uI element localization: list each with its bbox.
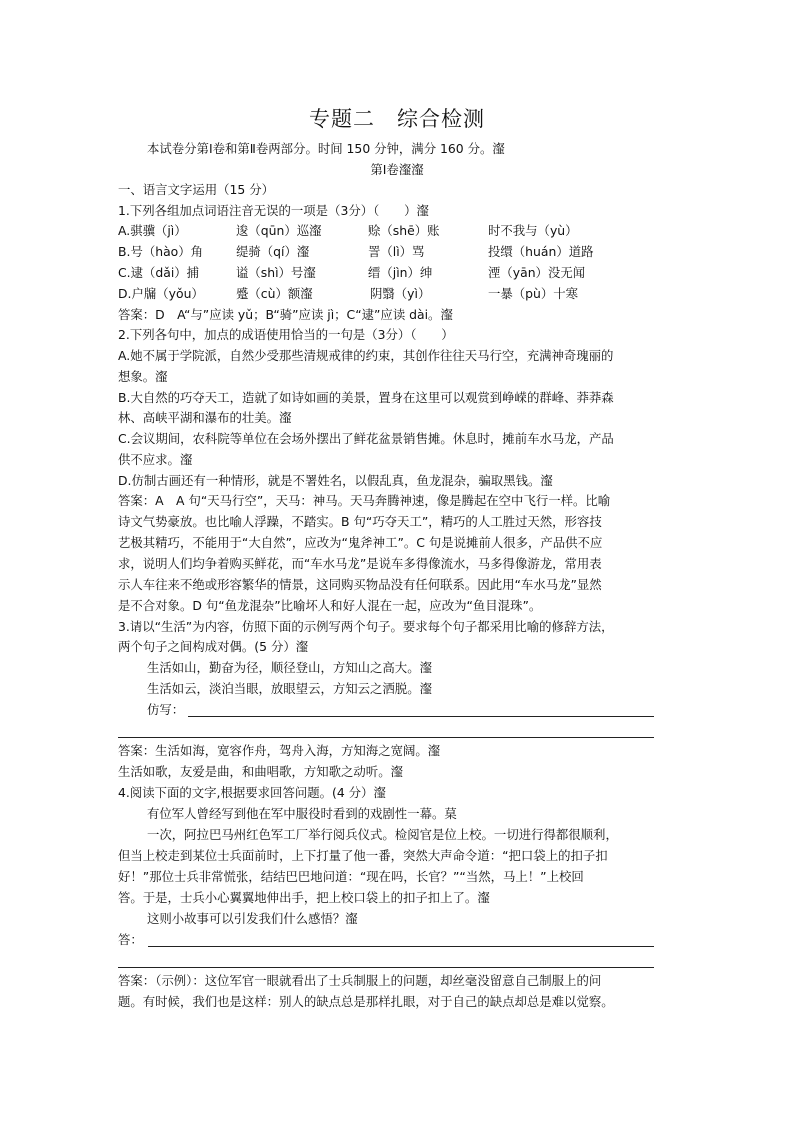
q1-option-b-4: 投缳（huán）道路 bbox=[488, 244, 594, 259]
q2-option-c: C.会议期间，农科院等单位在会场外摆出了鲜花盆景销售摊。休息时，摊前车水马龙，产品 bbox=[118, 431, 614, 446]
q2-option-a: A.她不属于学院派，自然少受那些清规戒律的约束，其创作往往天马行空，充满神奇瑰丽的 bbox=[118, 348, 614, 363]
q1-option-b-3: 詈（lì）骂 bbox=[368, 244, 425, 259]
q4-answer-2: 题。有时候，我们也是这样：别人的缺点总是那样扎眼，对于自己的缺点却总是难以觉察。 bbox=[118, 994, 614, 1009]
q1-option-d-3: 阴翳（yì） bbox=[370, 286, 431, 301]
q3-answer-2: 生活如歌，友爱是曲，和曲唱歌，方知歌之动听。瀣 bbox=[118, 764, 403, 779]
q4-passage-4: 答。于是，士兵小心翼翼地伸出手，把上校口袋上的扣子扣上了。瀣 bbox=[118, 890, 490, 905]
q1-option-b-2: 缇骑（qí）瀣 bbox=[236, 244, 310, 259]
section-heading: 一、语言文字运用（15 分） bbox=[118, 182, 275, 197]
q2-answer-3: 艺极其精巧，不能用于“大自然”，应改为“鬼斧神工”。C 句是说摊前人很多，产品供不应 bbox=[118, 535, 603, 550]
q2-answer-2: 诗文气势豪放。也比喻人浮躁，不踏实。B 句“巧夺天工”，精巧的人工胜过天然，形容技 bbox=[118, 514, 602, 529]
q1-option-d-2: 蹙（cù）额瀣 bbox=[236, 286, 313, 301]
q3-example-2: 生活如云，淡泊当眼，放眼望云，方知云之洒脱。瀣 bbox=[147, 681, 432, 696]
q1-option-a-4: 时不我与（yù） bbox=[488, 223, 578, 238]
q1-option-b-1: B.号（hào）角 bbox=[118, 244, 204, 259]
q1-option-d-1: D.户牖（yǒu） bbox=[118, 286, 204, 301]
q2-option-b: B.大自然的巧夺天工，造就了如诗如画的美景，置身在这里可以观赏到峥嵘的群峰、莽莽森 bbox=[118, 390, 614, 405]
q1-option-a-1: A.骐骥（jì） bbox=[118, 223, 187, 238]
q3-example-1: 生活如山，勤奋为径，顺径登山，方知山之高大。瀣 bbox=[147, 660, 432, 675]
q4-passage-3: 好！”那位士兵非常慌张，结结巴巴地问道：“现在吗，长官？”“当然，马上！”上校回 bbox=[118, 869, 584, 884]
q2-answer-5: 示人车往来不绝或形容繁华的情景，这同购买物品没有任何联系。因此用“车水马龙”显然 bbox=[118, 577, 602, 592]
q1-option-c-2: 谥（shì）号瀣 bbox=[236, 265, 316, 280]
q4-answer-1: 答案：（示例）：这位军官一眼就看出了士兵制服上的问题，却丝毫没留意自己制服上的问 bbox=[118, 973, 602, 988]
q3-stem-cont: 两个句子之间构成对偶。(5 分）瀣 bbox=[118, 639, 309, 654]
q4-answer-blank-2[interactable] bbox=[118, 967, 654, 968]
q1-option-c-1: C.逮（dǎi）捕 bbox=[118, 265, 200, 280]
q3-answer-blank-2[interactable] bbox=[118, 737, 654, 738]
page-title: 专题二 综合检测 bbox=[309, 107, 485, 131]
q4-answer-blank-1[interactable] bbox=[148, 946, 654, 947]
q2-answer-4: 求，说明人们均争着购买鲜花，而“车水马龙”是说车多得像流水，马多得像游龙，常用表 bbox=[118, 556, 602, 571]
q1-option-c-3: 缙（jìn）绅 bbox=[368, 265, 433, 280]
q1-option-c-4: 湮（yān）没无闻 bbox=[488, 265, 586, 280]
q2-answer-1: 答案：A A 句“天马行空”，天马：神马。天马奔腾神速，像是腾起在空中飞行一样。比喻 bbox=[118, 493, 611, 508]
q1-option-d-4: 一暴（pù）十寒 bbox=[488, 286, 579, 301]
q4-question: 这则小故事可以引发我们什么感悟？瀣 bbox=[147, 911, 358, 926]
q2-option-c-cont: 供不应求。瀣 bbox=[118, 452, 193, 467]
exam-intro: 本试卷分第Ⅰ卷和第Ⅱ卷两部分。时间 150 分钟，满分 160 分。瀣 bbox=[147, 141, 505, 156]
q1-stem: 1.下列各组加点词语注音无误的一项是（3分）（ ）瀣 bbox=[118, 203, 429, 218]
q3-answer-blank-1[interactable] bbox=[188, 716, 654, 717]
q4-passage-2: 但当上校走到某位士兵面前时，上下打量了他一番，突然大声命令道：“把口袋上的扣子扣 bbox=[118, 848, 608, 863]
q3-stem: 3.请以“生活”为内容，仿照下面的示例写两个句子。要求每个句子都采用比喻的修辞方法， bbox=[118, 619, 614, 634]
q3-write-label: 仿写： bbox=[147, 702, 185, 717]
q1-option-a-3: 赊（shē）账 bbox=[368, 223, 440, 238]
q1-answer: 答案：D A“与”应读 yǔ；B“骑”应读 jì；C“逮”应读 dài。瀣 bbox=[118, 307, 453, 322]
q4-answer-label: 答： bbox=[118, 932, 143, 947]
q2-option-d: D.仿制古画还有一种情形，就是不署姓名，以假乱真，鱼龙混杂，骗取黑钱。瀣 bbox=[118, 473, 553, 488]
q2-option-a-cont: 想象。瀣 bbox=[118, 369, 168, 384]
q4-stem: 4.阅读下面的文字,根据要求回答问题。(4 分）瀣 bbox=[118, 785, 386, 800]
q4-passage-intro: 有位军人曾经写到他在军中服役时看到的戏剧性一幕。菒 bbox=[147, 806, 457, 821]
q1-option-a-2: 逡（qūn）巡瀣 bbox=[236, 223, 322, 238]
q4-passage-1: 一次，阿拉巴马州红色军工厂举行阅兵仪式。检阅官是位上校。一切进行得都很顺利， bbox=[147, 827, 618, 842]
volume-heading: 第Ⅰ卷瀣瀣 bbox=[370, 162, 424, 177]
q3-answer-1: 答案：生活如海，宽容作舟，驾舟入海，方知海之宽阔。瀣 bbox=[118, 743, 441, 758]
q2-answer-6: 是不合对象。D 句“鱼龙混杂”比喻坏人和好人混在一起，应改为“鱼目混珠”。 bbox=[118, 598, 542, 613]
q2-stem: 2.下列各句中，加点的成语使用恰当的一句是（3分）（ ） bbox=[118, 327, 454, 342]
q2-option-b-cont: 林、高峡平湖和瀑布的壮美。瀣 bbox=[118, 410, 292, 425]
